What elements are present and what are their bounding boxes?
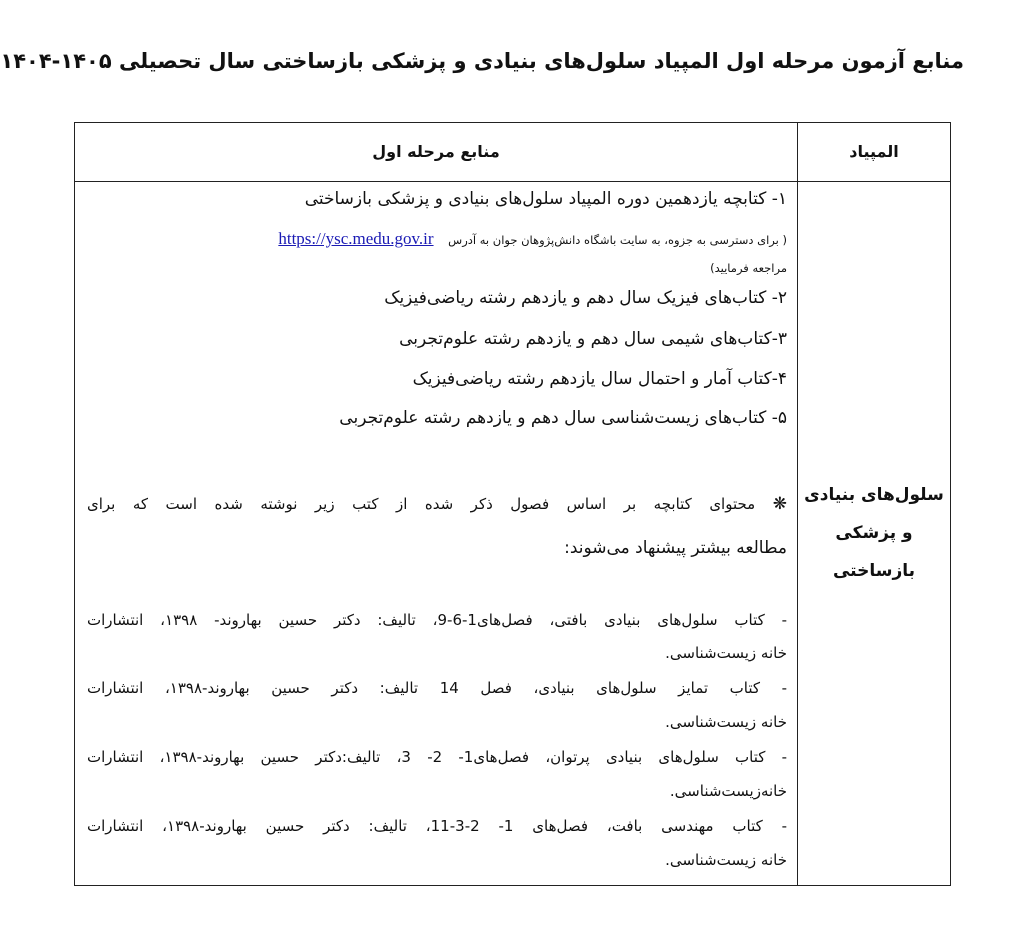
book-1-line-1: - کتاب سلول‌های بنیادی بافتی، فصل‌های1-6-9، تالیف: دکتر حسین بهاروند- ۱۳۹۸، انتشارات: [87, 611, 788, 629]
book-4-line-2: خانه زیست‌شناسی.: [665, 851, 787, 869]
book-2-line-1: - کتاب تمایز سلول‌های بنیادی، فصل 14 تالیف: دکتر حسین بهاروند-۱۳۹۸، انتشارات: [87, 679, 788, 697]
olympiad-name: سلول‌های بنیادی و پزشکی بازساختی: [804, 485, 944, 581]
note-text-1: محتوای کتابچه بر اساس فصول ذکر شده از کتب زیر نوشته شده است که برای: [87, 495, 756, 513]
ysc-link[interactable]: https://ysc.medu.gov.ir: [278, 229, 434, 248]
book-3-line-1: - کتاب سلول‌های بنیادی پرتوان، فصل‌های1- 2- 3، تالیف:دکتر حسین بهاروند-۱۳۹۸، انتشارات: [87, 748, 787, 766]
book-4-line-1: - کتاب مهندسی بافت، فصل‌های 1- 2-3-11، تالیف: دکتر حسین بهاروند-۱۳۹۸، انتشارات: [87, 817, 787, 835]
source-item-2: ۲- کتاب‌های فیزیک سال دهم و یازدهم رشته ریاضی‌فیزیک: [384, 288, 787, 308]
header-sources: منابع مرحله اول: [372, 142, 500, 161]
table-header-row: [75, 123, 950, 182]
sources-cell: [75, 181, 797, 885]
note-star-icon: ❋: [772, 494, 787, 514]
source-item-3: ۳-کتاب‌های شیمی سال دهم و یازدهم رشته علوم‌تجربی: [399, 329, 787, 349]
note-line-1: [87, 494, 787, 514]
note-prefix: ( برای دسترسی به جزوه، به سایت باشگاه دانش‌پژوهان جوان به آدرس: [448, 233, 787, 247]
source-item-4: ۴-کتاب آمار و احتمال سال یازدهم رشته ریاضی‌فیزیک: [412, 369, 787, 389]
header-olympiad: المپیاد: [849, 142, 899, 161]
page-title: منابع آزمون مرحله اول المپیاد سلول‌های بنیادی و پزشکی بازساختی سال تحصیلی ۱۴۰۵-۱۴۰۴: [0, 49, 964, 73]
olympiad-cell: [798, 181, 950, 885]
source-item-1-note: [278, 229, 787, 249]
note-line-2: مطالعه بیشتر پیشنهاد می‌شوند:: [564, 538, 787, 558]
sources-table: [74, 122, 951, 886]
source-item-1-note-suffix: مراجعه فرمایید): [710, 261, 787, 275]
book-3-line-2: خانه‌زیست‌شناسی.: [669, 782, 787, 800]
book-2-line-2: خانه زیست‌شناسی.: [665, 713, 787, 731]
book-1-line-2: خانه زیست‌شناسی.: [665, 644, 787, 662]
source-item-1: ۱- کتابچه یازدهمین دوره المپیاد سلول‌های بنیادی و پزشکی بازساختی: [304, 189, 787, 209]
source-item-5: ۵- کتاب‌های زیست‌شناسی سال دهم و یازدهم رشته علوم‌تجربی: [339, 408, 787, 428]
